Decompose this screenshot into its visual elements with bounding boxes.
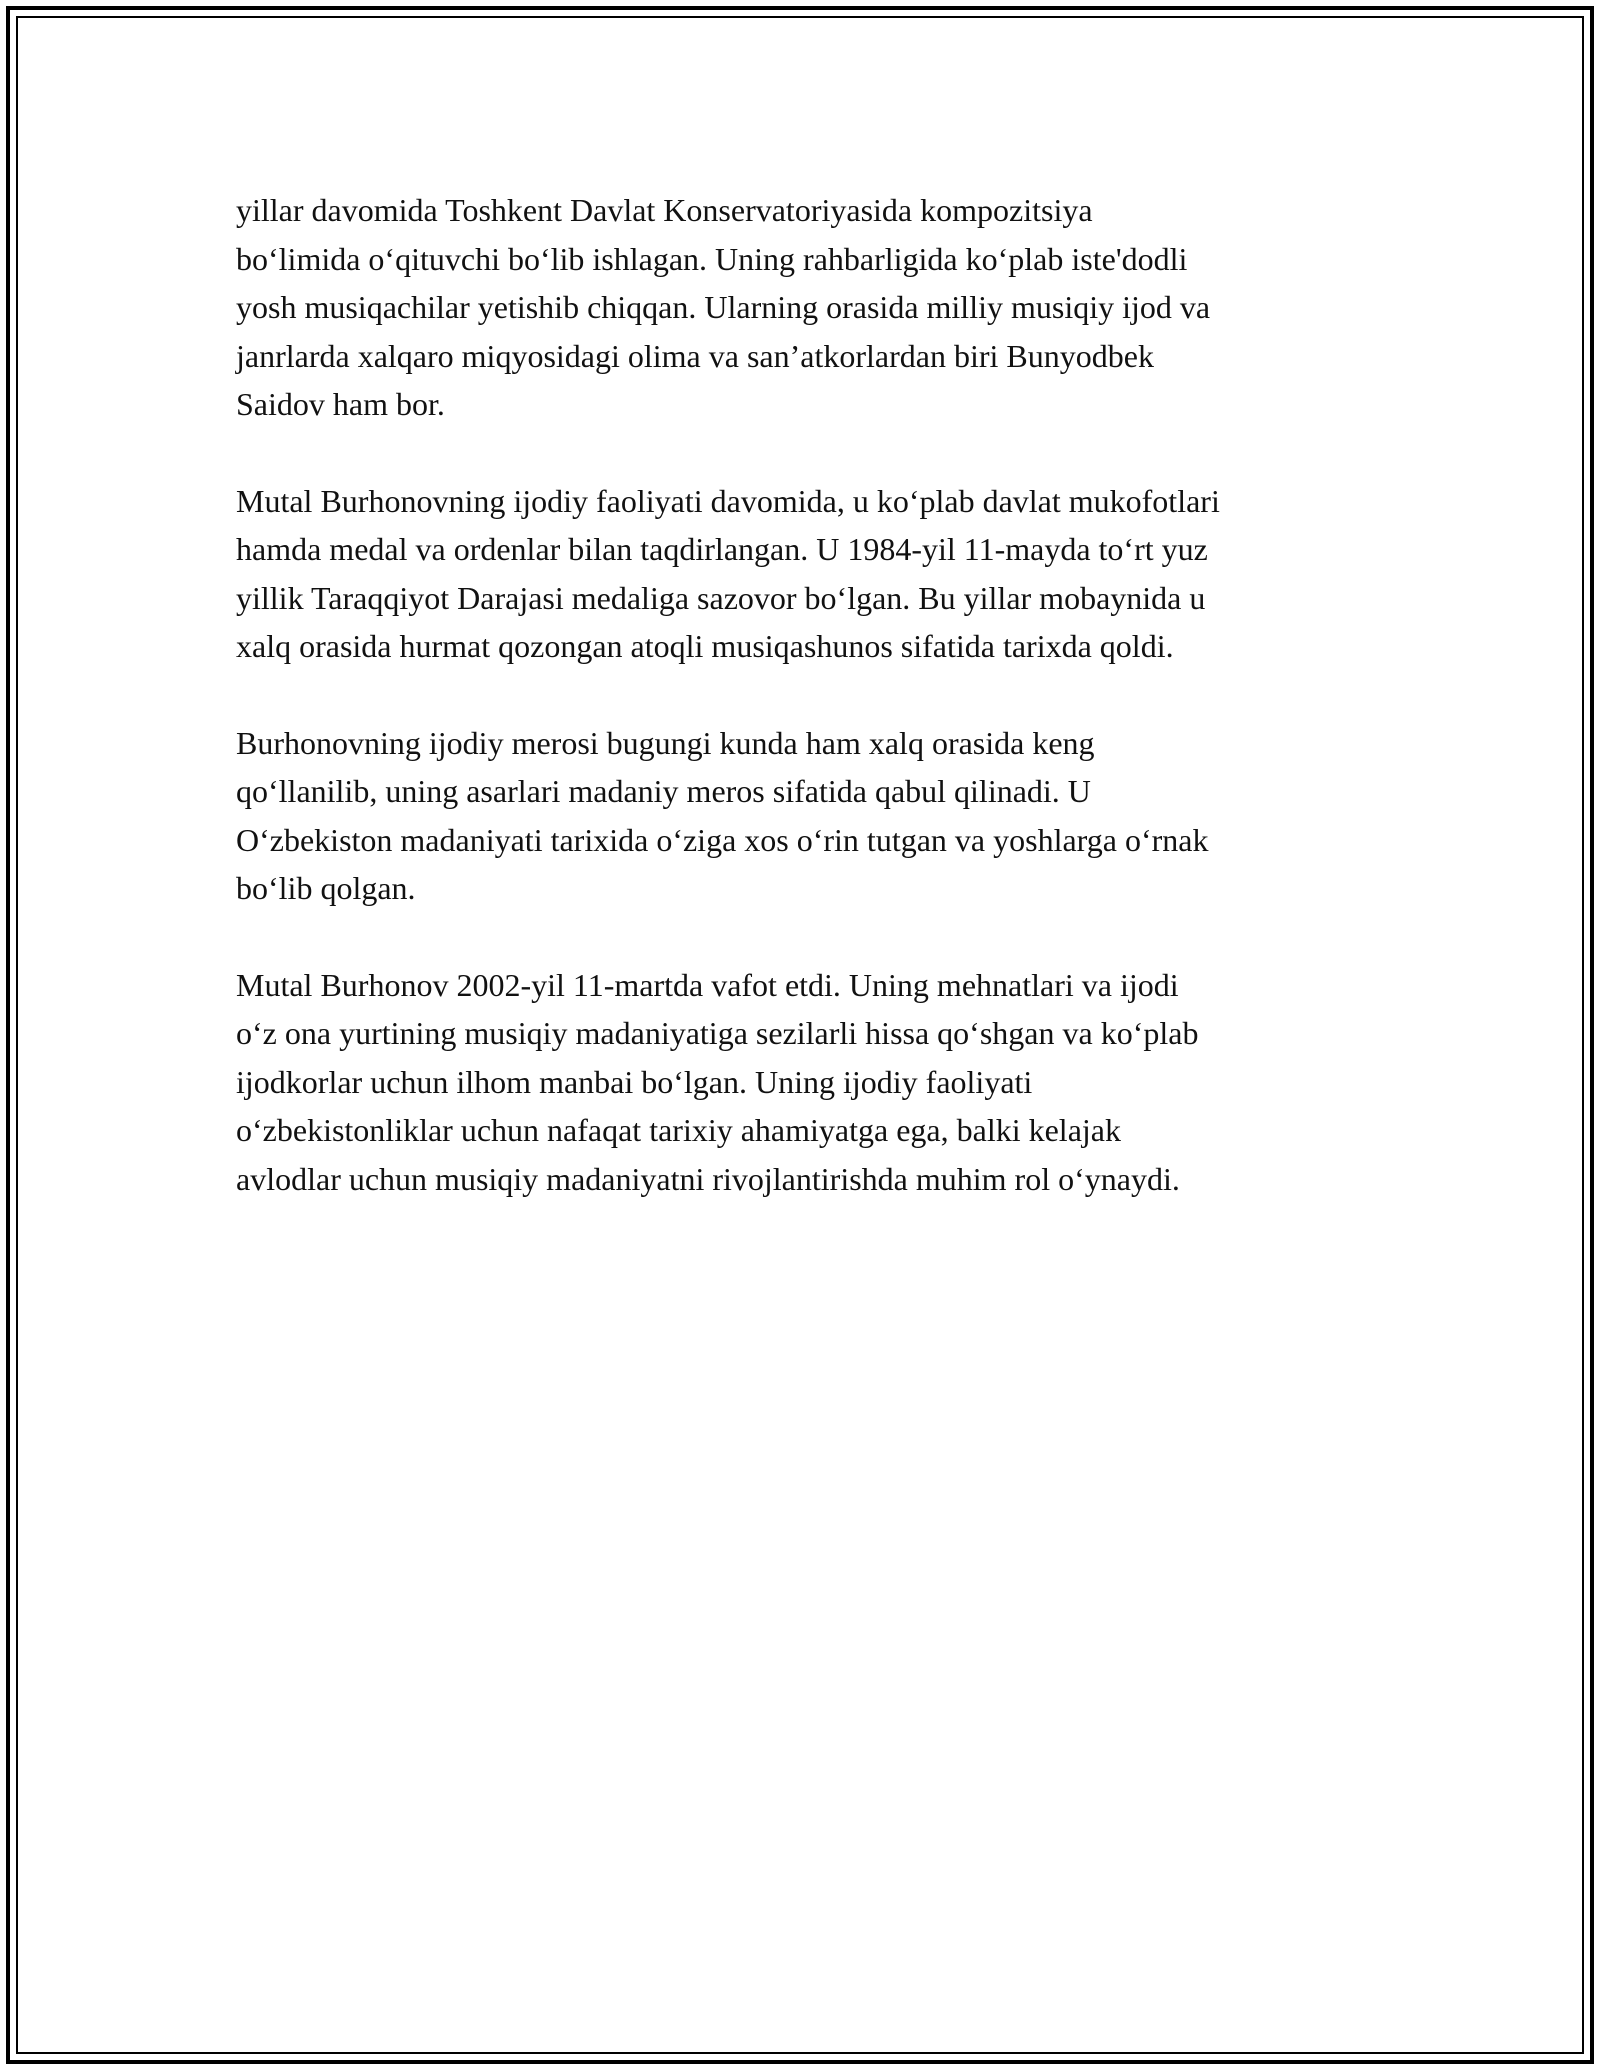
paragraph-1: yillar davomida Toshkent Davlat Konservatoriyasida kompozitsiya boʻlimida oʻqituvchi boʻlib ishlagan. Uning rahbarligida koʻplab iste'dodli yosh musiqachilar yetishib chiqqan. Ularning orasida milliy musiqiy ijod va janrlarda xalqaro miqyosidagi olima va san’atkorlardan biri Bunyodbek Saidov ham bor. [236,192,1211,422]
paragraph-4: Mutal Burhonov 2002-yil 11-martda vafot etdi. Uning mehnatlari va ijodi oʻz ona yurtining musiqiy madaniyatiga sezilarli hissa qoʻshgan va koʻplab ijodkorlar uchun ilhom manbai boʻlgan. Uning ijodiy faoliyati oʻzbekistonliklar uchun nafaqat tarixiy ahamiyatga ega, balki kelajak avlodlar uchun musiqiy madaniyatni rivojlantirishda muhim rol oʻynaydi. [236,966,1199,1197]
paragraph-3: Burhonovning ijodiy merosi bugungi kunda ham xalq orasida keng qoʻllanilib, uning asarlari madaniy meros sifatida qabul qilinadi. U Oʻzbekiston madaniyati tarixida oʻziga xos oʻrin tutgan va yoshlarga oʻrnak boʻlib qolgan. [236,724,1209,906]
document-body [236,186,1366,1251]
paragraph-2: Mutal Burhonovning ijodiy faoliyati davomida, u koʻplab davlat mukofotlari hamda medal va ordenlar bilan taqdirlangan. U 1984-yil 11-mayda toʻrt yuz yillik Taraqqiyot Darajasi medaliga sazovor boʻlgan. Bu yillar mobaynida u xalq orasida hurmat qozongan atoqli musiqashunos sifatida tarixda qoldi. [236,482,1220,664]
